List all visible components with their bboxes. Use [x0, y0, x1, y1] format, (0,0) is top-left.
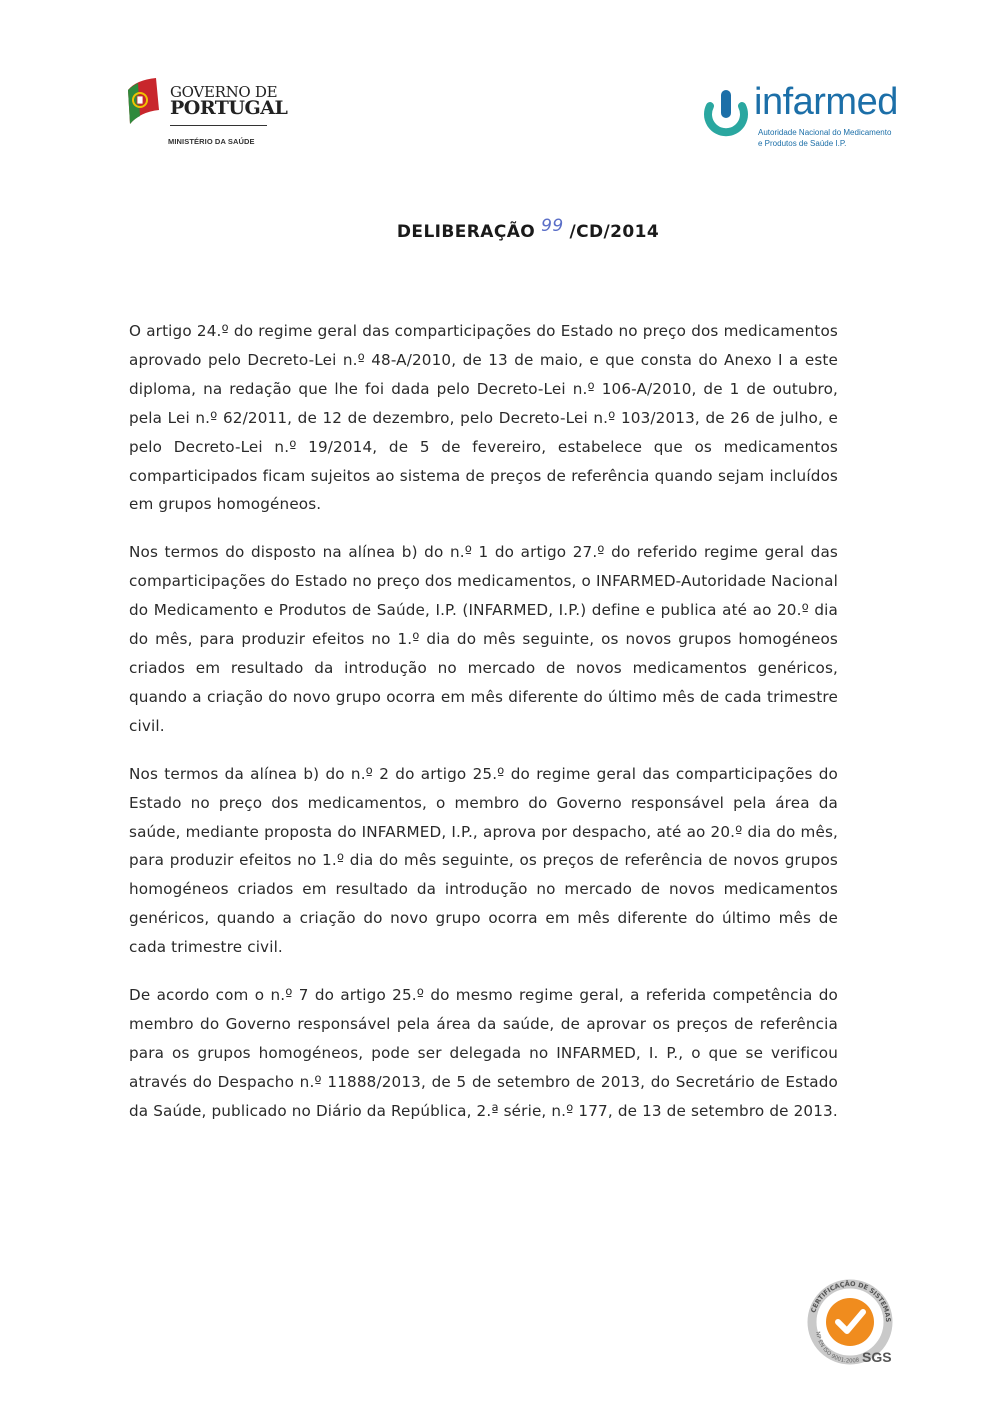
government-name-line1: GOVERNO DE [170, 83, 278, 101]
ministry-name: MINISTÉRIO DA SAÚDE [168, 137, 255, 146]
infarmed-mark-icon [702, 86, 750, 138]
seal-brand: SGS [862, 1349, 892, 1365]
infarmed-logo [702, 81, 902, 156]
infarmed-subtitle-line1: Autoridade Nacional do Medicamento [758, 128, 892, 137]
government-name-line2: PORTUGAL [170, 97, 288, 119]
seal-text-bottom: NP EN ISO 9001:2008 [814, 1331, 861, 1365]
paragraph-3: Nos termos da alínea b) do n.º 2 do artigo 25.º do regime geral das comparticipações do Estado no preço dos medicamentos, o membro do Governo responsável pela área da saúde, mediante proposta do INFARMED, I.P., aprova por despacho, até ao 20.º dia do mês, para produzir efeitos no 1.º dia do mês seguinte, os preços de referência de novos grupos homogéneos criados em resultado da introdução no mercado de novos medicamentos genéricos, quando a criação do novo grupo ocorra em mês diferente do último mês de cada trimestre civil. [129, 764, 838, 957]
document-title [0, 216, 1000, 242]
title-suffix: /CD/2014 [569, 222, 660, 242]
paragraph-4: De acordo com o n.º 7 do artigo 25.º do mesmo regime geral, a referida competência do membro do Governo responsável pela área da saúde, de aprovar os preços de referência para os grupos homogéneos, pode ser delegada no INFARMED, I. P., o que se verificou através do Despacho n.º 11888/2013, de 5 de setembro de 2013, do Secretário de Estado da Saúde, publicado no Diário da República, 2.ª série, n.º 177, de 13 de setembro de 2013. [129, 986, 838, 1120]
infarmed-subtitle-line2: e Produtos de Saúde I.P. [758, 139, 847, 148]
portugal-flag-emblem-icon [126, 76, 162, 128]
government-logo [126, 76, 288, 156]
seal-text-top: CERTIFICAÇÃO DE SISTEMAS [809, 1279, 893, 1323]
government-divider [170, 125, 267, 126]
paragraph-1: O artigo 24.º do regime geral das comparticipações do Estado no preço dos medicamentos aprovado pelo Decreto-Lei n.º 48-A/2010, de 13 de maio, e que consta do Anexo I a este diploma, na redação que lhe foi dada pelo Decreto-Lei n.º 106-A/2010, de 1 de outubro, pela Lei n.º 62/2011, de 12 de dezembro, pelo Decreto-Lei n.º 103/2013, de 26 de julho, e pelo Decreto-Lei n.º 19/2014, de 5 de fevereiro, estabelece que os medicamentos comparticipados ficam sujeitos ao sistema de preços de referência quando sejam incluídos em grupos homogéneos. [129, 322, 838, 514]
title-prefix: DELIBERAÇÃO [396, 222, 536, 242]
infarmed-wordmark: infarmed [754, 81, 898, 123]
sgs-certification-seal-icon [800, 1272, 900, 1368]
paragraph-2: Nos termos do disposto na alínea b) do n.º 1 do artigo 27.º do referido regime geral das comparticipações do Estado no preço dos medicamentos, o INFARMED-Autoridade Nacional do Medicamento e Produtos de Saúde, I.P. (INFARMED, I.P.) define e publica até ao 20.º dia do mês, para produzir efeitos no 1.º dia do mês seguinte, os novos grupos homogéneos criados em resultado da introdução no mercado de novos medicamentos genéricos, quando a criação do novo grupo ocorra em mês diferente do último mês de cada trimestre civil. [129, 543, 838, 735]
document-body [129, 317, 838, 1145]
title-handwritten-number: 99 [541, 216, 564, 236]
